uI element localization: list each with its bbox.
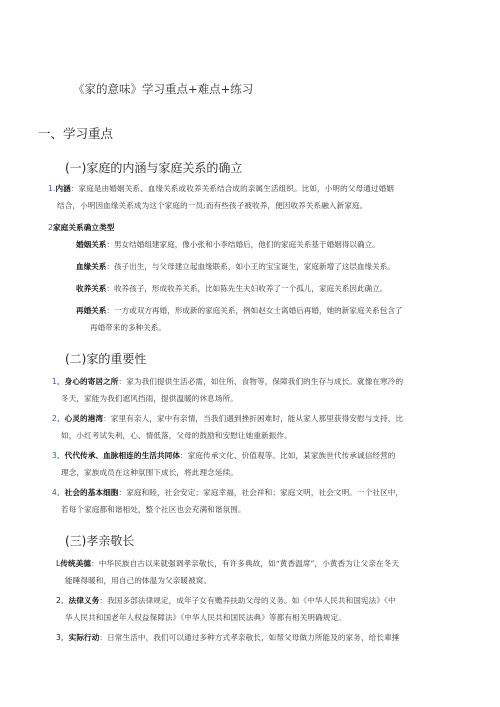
item-label: 内涵 (55, 184, 71, 193)
relation-label: 血缘关系 (76, 262, 107, 271)
relation-text: ：一方或双方再婚，形成新的家庭关系，例如赵女士离婚后再婚，她的新家庭关系包含了 (106, 306, 403, 315)
paragraph-relation-types (48, 219, 468, 236)
item-text: ：中华民族自古以来就强调孝亲敬长，有许多典故，如“黄香温席”，小黄香为让父亲在冬天 (91, 559, 400, 568)
item-label: ．心灵的港湾 (56, 414, 104, 423)
item-number: 1. (48, 184, 56, 193)
importance-item-2 (52, 410, 472, 444)
importance-item-4 (52, 484, 472, 518)
item-text: ：家为我们提供生活必需，如住所、食物等，保障我们的生存与成长。就像在寒冷的 (118, 377, 404, 386)
item-number: 2 (52, 414, 57, 423)
item-text-continued: 冬天，家能为我们遮风挡雨，提供温暖的休息场所。 (61, 394, 238, 403)
item-number: 3 (52, 451, 57, 460)
relation-label: 婚姻关系 (76, 240, 107, 249)
relation-type-remarriage (76, 302, 476, 336)
item-label: ．代代传承、血脉相连的生活共同体 (56, 451, 181, 460)
relation-text-continued: 再婚带来的多种关系。 (90, 323, 166, 332)
item-text-continued: 结合，小明因血缘关系成为这个家庭的一员;而有些孩子被收养，便因收养关系融入新家庭。 (57, 201, 368, 210)
item-label: ．实际行动 (60, 633, 100, 642)
section-heading-key-points: 一、学习重点 (38, 126, 114, 141)
filial-item-2 (56, 592, 476, 626)
item-text: ：家庭是由婚姻关系、血缘关系或收养关系结合成的亲属生活组织。比如，小明的父母通过婚姻 (70, 184, 394, 193)
relation-type-blood (76, 258, 476, 275)
item-text-continued: 若每个家庭都和谐相处，整个社区也会充满和谐氛围。 (61, 505, 246, 514)
item-text-continued: 理念，家族成员在这种氛围下成长，将此理念延续。 (61, 468, 238, 477)
relation-text: ：收养孩子，形成收养关系，比如陈先生夫妇收养了一个孤儿，家庭关系因此确立。 (106, 284, 388, 293)
item-number: 2 (56, 596, 61, 605)
item-text: ：家庭传承文化、价值观等。比如，某家族世代传承诚信经营的 (180, 451, 396, 460)
item-label: 传统美德 (60, 559, 92, 568)
subsection-heading-filial-piety: (三)孝亲敬长 (65, 534, 135, 548)
importance-item-1 (52, 373, 472, 407)
item-number: 3 (56, 633, 61, 642)
item-number: 1 (52, 377, 57, 386)
item-text: ：家庭和睦，社会安定；家庭幸福，社会祥和；家庭文明，社会文明。一个社区中， (118, 488, 404, 497)
document-title: 《家的意味》学习重点+难点+练习 (73, 82, 254, 96)
item-text: ：我国多部法律规定，成年子女有赡养扶助父母的义务。如《中华人民共和国宪法》《中 (99, 596, 396, 605)
item-text-continued: 能睡得暖和，用自己的体温为父亲暖被窝。 (65, 576, 212, 585)
filial-item-1 (56, 555, 476, 589)
item-number: 4 (52, 488, 57, 497)
paragraph-meaning (48, 180, 468, 214)
item-text-continued: 华人民共和国老年人权益保障法》《中华人民共和国民法典》等都有相关明确规定。 (65, 613, 346, 622)
relation-text: ：男女结婚组建家庭，像小张和小李结婚后，他们的家庭关系基于婚姻得以确立。 (106, 240, 380, 249)
relation-type-marriage (76, 236, 476, 253)
relation-text: ：孩子出生，与父母建立起血缘联系，如小王的宝宝诞生，家庭新增了这层血缘关系。 (106, 262, 395, 271)
item-label: 家庭关系确立类型 (52, 223, 115, 232)
relation-label: 收养关系 (76, 284, 107, 293)
item-number: L (56, 559, 61, 568)
importance-item-3 (52, 447, 472, 481)
item-text-continued: 如，小红考试失利，心、情低落，父母的鼓励和安慰让她重新振作。 (61, 431, 292, 440)
item-number: 2 (48, 223, 53, 232)
relation-type-adoption (76, 280, 476, 297)
item-text: ：日常生活中，我们可以通过多种方式孝亲敬长，如帮父母做力所能及的家务，给长辈捶 (99, 633, 400, 642)
item-label: ．法律义务 (60, 596, 100, 605)
subsection-heading-family-meaning: (一)家庭的内涵与家庭关系的确立 (65, 161, 243, 175)
item-label: ．身心的寄居之所 (56, 377, 119, 386)
item-text: ：家里有亲人，家中有亲情，当我们遇到挫折困难时，能从家人那里获得安慰与支持，比 (103, 414, 404, 423)
item-label: ．社会的基本细胞 (56, 488, 119, 497)
filial-item-3 (56, 629, 476, 646)
relation-label: 再婚关系 (76, 306, 107, 315)
subsection-heading-importance: (二)家的重要性 (65, 352, 147, 366)
